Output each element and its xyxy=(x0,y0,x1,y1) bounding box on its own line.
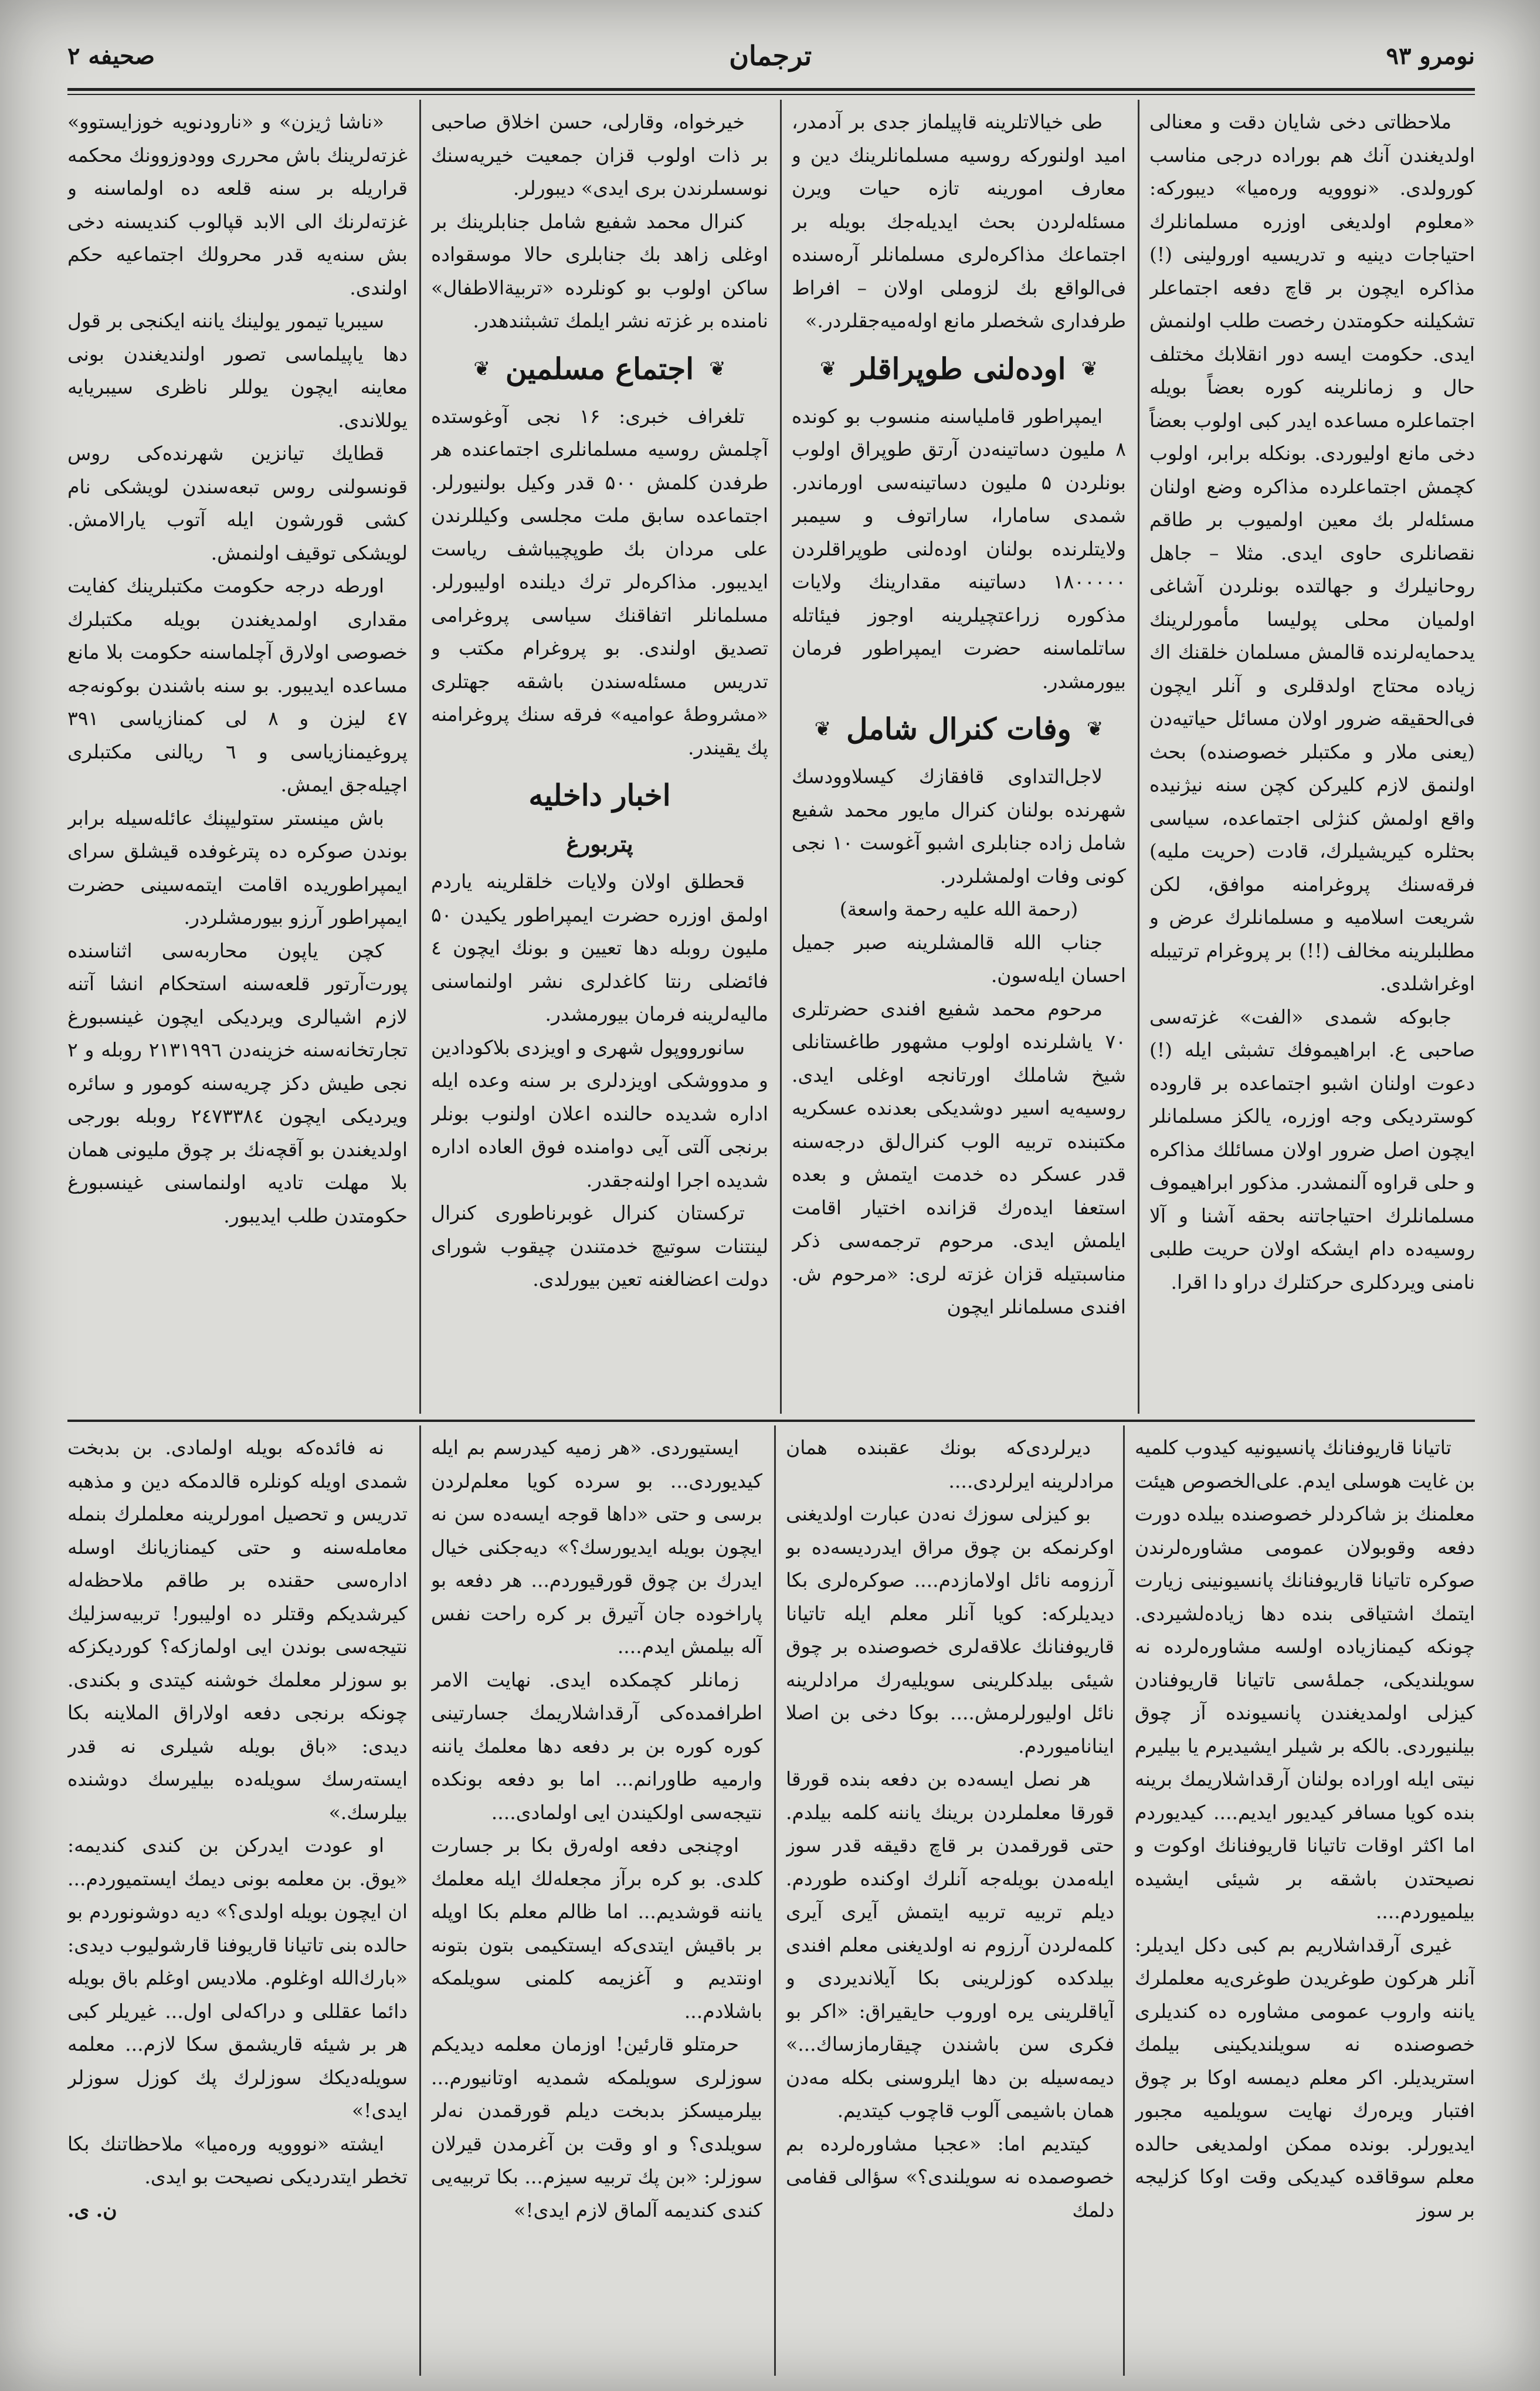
article-paragraph: جناب الله قالمشلرینه صبر جمیل احسان ایله‌سون. xyxy=(792,930,1126,987)
article-paragraph: ملاحظاتی دخی شایان دقت و معنالی اولدیغندن آنك هم بوراده درجی مناسب کورولدی. «نووویه وره‌میا» دیبورکه: «معلوم اولدیغی اوزره مسلمانلرك احتیاجات دینیه و تدریسیه اورولینی (!) مذاکره ایچون بر قاچ دفعه اجتماعلر تشکیلنه حکومتدن رخصت طلب اولنمش ایدی. حکومت ایسه دور انقلابك مختلف حال و زمانلرینه کوره بعضاً بویله اجتماعلره مساعده ایدر کبی اولوب بعضاً دخی مانع اولیوردی. بونکله برابر، اولوب کچمش اجتماعلرده مذاکره وضع اولنان مسئله‌لر بك معین اولمیوب بر طاقم نقصانلری حاوی ایدی. مثلا – جاهل روحانیلرك و جهالتده بونلردن آشاغی اولمیان محلی پولیسا مأمورلرینك یدحمایه‌لرنده قالمش مسلمان خلقنك اك زیاده محتاج اولدقلری و آنلر ایچون فی‌الحقیقه ضرور اولان مسائل حیاتیه‌دن (یعنی ملار و مکتبلر خصوصنده) بحث اولنمق لازم کلیرکن کچن سنه نیژنیده واقع اولمش کنژلی اجتماعده، سیاسی بحثلره کیریشیلرك، قادت (حریت ملیه) فرقه‌سنك پروغرامنه موافق، لکن شریعت اسلامیه و مسلمانلرك عرض و مطلبلرینه مخالف (!!) بر پروغرام ترتیبله اوغراشلدی. xyxy=(1149,110,1475,995)
column-separator xyxy=(780,100,782,1414)
subheading-petersburg: پتربورغ xyxy=(566,831,633,857)
story-paragraph: حرمتلو قارئین! اوزمان معلمه دیدیکم سوزلری سویلمکه شمدیه اوتانیورم... بیلرمیسکز بدبخت دیلم قورقمدن نه‌لر سویلدی؟ و او وقت بن آغرمدن قیرلان سوزلر: «بن پك تربیه سیزم... بکا تربیه‌یی کندی کندیمه آلماق لازم ایدی!» xyxy=(431,2033,762,2221)
heading-crown-lands: اوده‌لنی طوپراقلر xyxy=(852,351,1066,386)
article-paragraph: تلغراف خبری: ۱۶ نجی آوغوستده آچلمش روسیه مسلمانلری اجتماعنده هر طرفدن کلمش ۵۰۰ قدر وکیل بولنیورلر. اجتماعده سابق ملت مجلسی وکیللرندن علی مردان بك طوپچیباشف ریاست ایدیبور. مذاکره‌لر ترك دیلنده اولیبورلر. مسلمانلر اتفاقنك سیاسی پروغرامی تصدیق اولندی. بو پروغرام مکتب و تدریس مسئله‌سندن باشقه جهتلری «مشروطۀ عوامیه» فرقه سنك پروغرامنه پك یقیندر. xyxy=(431,404,768,759)
news-item: اورطه درجه حکومت مکتبلرینك کفایت مقداری اولمدیغندن بویله مکتبلرك خصوصی اولارق آچلماسنه حکومت بلا مانع مساعده ایدیبور. بو سنه باشندن بوکونه‌جه ٤۷ لیزن و ۸ لی کمنازیاسی ۳۹۱ پروغیمنازیاسی و ٦ ریالنی مکتبلری اچیله‌جق ایمش. xyxy=(67,574,408,796)
article-paragraph: ایمپراطور قاملیاسنه منسوب بو کونده ۸ ملیون دساتینه‌دن آرتق طوپراق اولوب بونلردن ۵ ملیون دساتینه‌سی اورماندر. شمدی سامارا، ساراتوف و سیمبر ولایتلرنده بولنان اوده‌لنی طوپراقلردن ۱۸۰۰۰۰۰ دساتینه مقدارینك ولایات مذکوره زراعتچیلرینه اوجوز فیئاتله ساتلماسنه حضرت ایمپراطور فرمان بیورمشدر. xyxy=(792,404,1126,693)
article-paragraph: کنرال محمد شفیع شامل جنابلرینك بر اوغلی زاهد بك جنابلری حالا موسقواده ساکن اولوب بو کونلرده «تربیة‌الاطفال» نامنده بر غزته نشر ایلمك تشبثندهدر. xyxy=(431,209,768,332)
page-label: صحیفه ۲ xyxy=(67,42,155,70)
masthead-rule-thin xyxy=(67,94,1475,95)
article-paragraph: لاجل‌التداوی قافقازك کیسلاوودسك شهرنده بولنان کنرال مایور محمد شفیع شامل زاده جنابلری اشبو آغوست ۱۰ نجی کونی وفات اولمشلردر. xyxy=(792,765,1126,888)
story-paragraph: او عودت ایدرکن بن کندی کندیمه: «یوق. بن معلمه بونی دیمك ایستمیوردم... ان ایچون بویله اولدی؟» دیه دوشونوردم بو حالده بنی تاتیانا قاریوفنا قارشولیوب دیدی: «بارك‌الله اوغلوم. ملادیس اوغلم باق بویله دائما عقللی و دراکه‌لی اول... غیریلر کبی هر بر شیئه قاریشمق سکا لازم... معلمه سویله‌دیکك سوزلرك پك کوزل سوزلر ایدی!» xyxy=(67,1834,408,2122)
ornament-icon: ❦ xyxy=(814,717,832,741)
ornament-icon: ❦ xyxy=(709,357,726,381)
lower-column-2 xyxy=(786,1431,1114,2376)
author-signature: ن. ی. xyxy=(67,2198,117,2221)
column-separator xyxy=(1123,1425,1125,2376)
news-item: سیبریا تیمور یولینك یاننه ایکنجی بر قول دها یاپیلماسی تصور اولندیغندن بونی معاینه ایچون یوللر ناظری سیبریایه یوللاندی. xyxy=(67,309,408,432)
story-paragraph: ایستیوردی. «هر زمیه کیدرسم بم ایله کیدیوردی... بو سرده کویا معلم‌لردن برسی و حتی «داها قوجه ایسه‌ده سن نه ایچون بویله ایدیورسك؟» دیه‌جکنی خیال ایدرك بن چوق قورقیوردم... هر دفعه بو پاراخوده جان آتیرق بر کره راحت نفس آله بیلمش ایدم.... xyxy=(431,1436,762,1658)
issue-number: نومرو ۹۳ xyxy=(1386,42,1475,70)
story-paragraph: کیتدیم اما: «عجبا مشاوره‌لرده بم خصوصمده نه سویلندی؟» سؤالی قفامی دلمك xyxy=(786,2132,1114,2221)
heading-muslim-congress: اجتماع مسلمین xyxy=(505,351,694,386)
upper-column-2 xyxy=(792,106,1126,1414)
ornament-icon: ❦ xyxy=(820,357,837,381)
column-separator xyxy=(419,100,421,1414)
lower-column-4 xyxy=(67,1431,408,2376)
article-paragraph: (رحمة الله علیه رحمة واسعة) xyxy=(839,898,1078,920)
lower-column-3 xyxy=(431,1431,762,2376)
section-heading xyxy=(792,709,1126,750)
masthead-rule xyxy=(67,88,1475,91)
column-separator xyxy=(774,1425,776,2376)
article-paragraph: ترکستان کنرال غوبرناطوری کنرال لینتنات سوتیچ خدمتندن چیقوب شورای دولت اعضالغنه تعین بیورلدی. xyxy=(431,1201,768,1291)
story-paragraph: بو کیزلی سوزك نه‌دن عبارت اولدیغنی اوکرنمکه بن چوق مراق ایدردیسه‌ده بو آرزومه نائل اولامازدم.... صوکره‌لری بکا دیدیلرکه: کویا آنلر معلم ایله تاتیانا قاریوفنانك علاقه‌لری خصوصنده بر چوق شیئی بیلدکلرینی سویلیه‌رك مرادلرینه نائل اولیورلرمش.... بوکا دخی بن اصلا اینانامیوردم. xyxy=(786,1502,1114,1757)
story-paragraph: غیری آرقداشلاریم بم کبی دکل ایدیلر: آنلر هرکون طوغریدن طوغری‌یه معلملرك یاننه واروب عمومی مشاوره ده کندیلری خصوصنده نه سویلندیکینی بیلمك استریدیلر. اکر معلم دیمسه اوکا بر چوق افتبار ویره‌رك نهایت سویلمیه مجبور ایدیورلر. بونده ممکن اولمدیغی حالده معلم سوقاقده کیدیکی وقت اوکا کزلیجه بر سوز xyxy=(1135,1933,1475,2221)
ornament-icon: ❦ xyxy=(473,357,490,381)
news-item: قطایك تیانزین شهرنده‌کی روس قونسولنی روس تبعه‌سندن لویشکی نام کشی قورشون ایله آتوب یارالامش. لویشکی توقیف اولنمش. xyxy=(67,442,408,564)
ornament-icon: ❦ xyxy=(1081,357,1098,381)
article-paragraph: قحطلق اولان ولایات خلقلرینه یاردم اولمق اوزره حضرت ایمپراطور یکیدن ۵۰ ملیون روبله دها تعیین و بونك ایچون ٤ فائضلی رنتا کاغدلری نشر اولنماسنی مالیه‌لرینه فرمان بیورمشدر. xyxy=(431,870,768,1025)
article-paragraph: جابوکه شمدی «الفت» غزته‌سی صاحبی ع. ابراهیموفك تشبثی ایله (!) دعوت اولنان اشبو اجتماعده بر قاروده کوستردیکی وجه اوزره، یالکز مسلمانلر ایچون اصل ضرور اولان مسائلك مذاکره و حلی قراوه آلنمشدر. مذکور ابراهیموف مسلمانلرك احتیاجاتنه بحقه آشنا و آلا روسیه‌ده دام ایشکه اولان حریت طلبی نامنی ویردکلری حرکتلرك دراو دا اقرا. xyxy=(1149,1005,1475,1293)
heading-obituary: وفات کنرال شامل xyxy=(846,712,1071,746)
upper-column-4 xyxy=(67,106,408,1414)
section-heading xyxy=(431,348,768,390)
news-item: کچن یاپون محاربه‌سی اثناسنده پورت‌آرتور قلعه‌سنه استحکام انشا آتنه لازم اشیالری ویردیکی ایچون غینسبورغ تجارتخانه‌سنه خزینه‌دن ۲۱۳۱۹۹٦ روبله و ۲ نجی طیش دکز چریه‌سنه کومور و سائره ویردیکی ایچون ۲٤۷۳۳۸٤ روبله بورجی اولدیغندن بو آقچه‌نك بر چوق ملیونی همان بلا مهلت تادیه اولنماسنی غینسبورغ حکومتدن طلب ایدیبور. xyxy=(67,939,408,1227)
lower-column-1 xyxy=(1135,1431,1475,2376)
article-paragraph: خیرخواه، وقارلی، حسن اخلاق صاحبی بر ذات اولوب قزان جمعیت خیریه‌سنك نوسسلرندن بری ایدی» دیبورلر. xyxy=(431,110,768,199)
article-paragraph: طی خیالاتلرینه قاپیلماز جدی بر آدمدر، امید اولنورکه روسیه مسلمانلرینك دین و معارف امورینه تازه حیات ویرن مسئله‌لردن بحث ایدیله‌جك بویله بر اجتماعك مذاکره‌لری مسلمانلر آره‌سنده فی‌الواقع بك لزوملی اولان – افراط طرفداری شخصلر مانع اوله‌میه‌جقلردر.» xyxy=(792,110,1126,332)
section-divider xyxy=(67,1420,1475,1422)
news-item: «ناشا ژیزن» و «نارودنویه خوزایستوو» غزته‌لرینك باش محرری وودوزوونك محکمه قراریله بر سنه قلعه ده اولماسنه و غزته‌لرنك الی الابد قپالوب کندیسنه دخی بش سنه‌یه قدر محرولك اجتماعیه حکم اولندی. xyxy=(67,110,408,299)
column-separator xyxy=(419,1425,421,2376)
section-heading xyxy=(792,348,1126,390)
article-paragraph: مرحوم محمد شفیع افندی حضرتلری ۷۰ یاشلرنده اولوب مشهور طاغستانلی شیخ شاملك اورتانجه اوغلی ایدی. روسیه‌یه اسیر دوشدیکی بعدنده عسکریه مکتبنده تربیه الوب کنرال‌لق درجه‌سنه قدر عسکر ده خدمت ایتمش و بعده استعفا ایده‌رك قزانده اختیار اقامت ایلمش ایدی. مرحوم ترجمه‌سی ذکر مناسبتیله قزان غزته لری: «مرحوم ش. افندی مسلمانلر ایچون xyxy=(792,997,1126,1318)
upper-column-1 xyxy=(1149,106,1475,1414)
story-paragraph: ایشته «نووویه وره‌میا» ملاحظاتنك بکا تخطر ایتدردیکی نصیحت بو ایدی. xyxy=(67,2132,408,2188)
news-item: باش مینستر ستولیپنك عائله‌سیله برابر بوندن صوکره ده پترغوفده قیشلق سرای ایمپراطوریده اقامت ایتمه‌سینی حضرت ایمپراطور آرزو بیورمشلردر. xyxy=(67,806,408,929)
paper-title: ترجمان xyxy=(729,40,812,72)
article-paragraph: سانورووپول شهری و اویزدی بلاکودادین و مدووشکی اویزدلری بر سنه وعده ایله اداره شدیده حالنده اعلان اولنوب بونلر برنجی آلتی آیی دوامنده فوق العاده اداره شدیده اجرا اولنه‌جقدر. xyxy=(431,1035,768,1191)
story-paragraph: نه فائده‌که بویله اولمادی. بن بدبخت شمدی اویله کونلره قالدمکه دین و مذهبه تدریس و تحصیل امورلرینه معلملرك بنمله معامله‌سنه و حتی کیمنازیانك اوسله اداره‌سی حقنده بر طاقم ملاحظه‌له کیرشدیکم وقتلر ده اولیبور! تربیه‌سزلیك نتیجه‌سی بوندن ایی اولمازکه؟ کوردیکزکه بو سوزلر معلمك خوشنه کیتدی و بکندی. چونکه برنجی دفعه اولاراق الملاینه بکا دیدی: «باق بویله شیلری نه قدر ایسته‌رسك سویله‌ده بیلیرسك دوشنده بیلرسك.» xyxy=(67,1436,408,1824)
story-paragraph: زمانلر کچمکده ایدی. نهایت الامر اطرافمده‌کی آرقداشلاریمك جسارتینی کوره کوره بن بر دفعه دها معلمك یاننه وارمیه طاورانم... اما بو دفعه بونکده نتیجه‌سی اولکیندن ایی اولمادی.... xyxy=(431,1668,762,1824)
story-paragraph: تاتیانا قاریوفنانك پانسیونیه کیدوب کلمیه بن غایت هوسلی ایدم. علی‌الخصوص هیئت معلمنك بز شاکردلر خصوصنده بیلده دورت دفعه وقوبولان عمومی مشاوره‌لرندن صوکره تاتیانا قاریوفنانك پانسیونینی زیارت ایتمك اشتیاقی بنده دها زیاده‌لشیردی. چونکه کیمنازیاده اولسه مشاوره‌لرده نه سویلندیکی، جملۀسی تاتیانا قاریوفنادن کیزلی اولمدیغندن پانسیونده آز چوق بیلنیوردی. بالکه بر شیلر ایشیدیرم یا بیلیرم نیتی ایله اوراده بولنان آرقداشلاریمك برینه بنده کویا مسافر کیدیور ایدیم.... کیدیوردم اما اکثر اوقات تاتیانا قاریوفنانك اوکوت و نصیحتدن باشقه بر شیئی ایشیده بیلمیوردم.... xyxy=(1135,1436,1475,1923)
heading-domestic-news: اخبار داخلیه xyxy=(528,778,671,812)
story-paragraph: دیرلردی‌که بونك عقبنده همان مرادلرینه ایرلردی.... xyxy=(786,1436,1114,1492)
story-paragraph: اوچنجی دفعه اوله‌رق بکا بر جسارت کلدی. بو کره برآز مجعله‌لك ایله معلمك یاننه قوشدیم... اما ظالم معلم بکا اوپله بر باقیش ایتدی‌که ایستکیمی بتون بتونه اونتدیم و آغزیمه کلمنی سویلمکه باشلادم... xyxy=(431,1834,762,2023)
column-separator xyxy=(1138,100,1139,1414)
section-heading xyxy=(431,775,768,816)
masthead xyxy=(67,23,1475,88)
ornament-icon: ❦ xyxy=(1086,717,1104,741)
story-paragraph: هر نصل ایسه‌ده بن دفعه بنده قورقا قورقا معلملردن برینك یاننه کلمه بیلدم. حتی قورقمدن بر قاچ دقیقه قدر سوز ایله‌مدن بویله‌جه آنلرك اوکنده طوردم. دیلم تربیه تربیه ایتمش آیری آیری کلمه‌لردن آرزوم نه اولدیغنی معلم افندی بیلدکده کوزلرینی بکا آیلاندیردی و آیاقلرینی یره اوروب حایقیراق: «اکر بو فکری سن باشندن چیقارمازساك...» دیمه‌سیله بن دها ایلروسنی بکله مه‌دن همان باشیمی آلوب قاچوب کیتدیم. xyxy=(786,1767,1114,2122)
upper-column-3 xyxy=(431,106,768,1414)
